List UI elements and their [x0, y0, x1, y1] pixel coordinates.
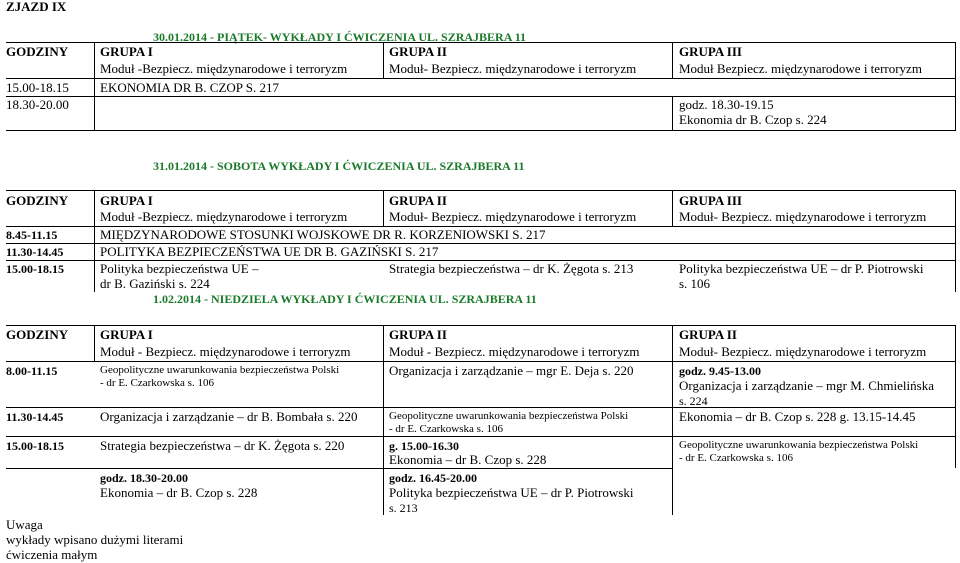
day2-col-line-2	[383, 190, 384, 226]
day2-r3-g2: Strategia bezpieczeństwa – dr K. Żęgota s. 213	[389, 261, 634, 276]
day3-r4-g1a: godz. 18.30-20.00	[100, 471, 188, 485]
day3-r3-g3b: - dr E. Czarkowska s. 106	[679, 452, 793, 464]
day1-head-g3-sub: Moduł Bezpiecz. międzynarodowe i terroryzm	[679, 61, 922, 76]
day1-head-g3: GRUPA III	[679, 44, 742, 59]
day2-top-line	[6, 190, 956, 191]
day3-r1-g1b: - dr E. Czarkowska s. 106	[100, 377, 214, 389]
day3-r2-time: 11.30-14.45	[6, 410, 64, 424]
day2-head-g3-sub: Moduł- Bezpiecz. międzynarodowe i terroryzm	[679, 209, 927, 224]
day3-r2-g2b: - dr E. Czarkowska s. 106	[389, 423, 503, 435]
day3-r1-g3b: Organizacja i zarządzanie – mgr M. Chmielińska	[679, 378, 934, 393]
day3-r1-g2: Organizacja i zarządzanie – mgr E. Deja s. 220	[389, 363, 634, 378]
day3-r4-g1b: Ekonomia – dr B. Czop s. 228	[100, 485, 258, 500]
day3-top-line	[6, 325, 956, 326]
day3-r3-g3a: Geopolityczne uwarunkowania bezpieczeństwa Polski	[679, 439, 919, 451]
day1-head-godziny: GODZINY	[6, 44, 69, 59]
day3-r2-line	[6, 436, 956, 437]
day1-col-line-2	[383, 42, 384, 78]
day1-head-g1-sub: Moduł -Bezpiecz. międzynarodowe i terroryzm	[100, 61, 348, 76]
day2-title: 31.01.2014 - SOBOTA WYKŁADY I ĆWICZENIA UL. SZRAJBERA 11	[153, 159, 525, 173]
day2-head-g1-sub: Moduł -Bezpiecz. międzynarodowe i terroryzm	[100, 209, 348, 224]
day2-r1-time: 8.45-11.15	[6, 228, 58, 242]
day3-col-line-1	[94, 325, 95, 361]
day3-head-g1: GRUPA I	[100, 327, 153, 342]
day1-col-line-end	[955, 42, 956, 130]
day2-head-g2-sub: Moduł- Bezpiecz. międzynarodowe i terroryzm	[389, 209, 637, 224]
note-line-1: wykłady wpisano dużymi literami	[6, 532, 184, 547]
day2-r3-g3a: Polityka bezpieczeństwa UE – dr P. Piotrowski	[679, 261, 924, 276]
day3-r1-g3a: godz. 9.45-13.00	[679, 364, 761, 378]
day2-r3-time: 15.00-18.15	[6, 262, 64, 276]
day3-head-g2-sub: Moduł - Bezpiecz. międzynarodowe i terroryzm	[389, 344, 640, 359]
day1-r2-g3a: godz. 18.30-19.15	[679, 97, 774, 112]
day3-r4-g2b: Polityka bezpieczeństwa UE – dr P. Piotrowski	[389, 485, 634, 500]
note-title: Uwaga	[6, 517, 43, 532]
note-line-2: ćwiczenia małym	[6, 547, 98, 562]
day2-head-g3: GRUPA III	[679, 193, 742, 208]
day1-r1-time: 15.00-18.15	[6, 80, 69, 95]
day1-r1-text: EKONOMIA DR B. CZOP S. 217	[100, 80, 280, 95]
day1-head-g1: GRUPA I	[100, 44, 153, 59]
day2-r3-g3b: s. 106	[679, 276, 711, 291]
day3-r3-g2b: Ekonomia – dr B. Czop s. 228	[389, 452, 547, 467]
day1-top-line	[6, 42, 956, 43]
day3-r1-line	[6, 407, 956, 408]
day2-head-godziny: GODZINY	[6, 193, 69, 208]
day3-head-g2: GRUPA II	[389, 327, 447, 342]
day3-r3-g1: Strategia bezpieczeństwa – dr K. Żęgota s. 220	[100, 438, 345, 453]
day3-col-line-3	[672, 325, 673, 515]
day2-r3-g1a: Polityka bezpieczeństwa UE –	[100, 261, 259, 276]
day3-head-g1-sub: Moduł - Bezpiecz. międzynarodowe i terroryzm	[100, 344, 351, 359]
day1-col-line-1	[94, 42, 95, 130]
day1-title: 30.01.2014 - PIĄTEK- WYKŁADY I ĆWICZENIA UL. SZRAJBERA 11	[153, 30, 527, 44]
day3-head-g3: GRUPA II	[679, 327, 737, 342]
day3-head-g3-sub: Moduł- Bezpiecz. międzynarodowe i terroryzm	[679, 344, 927, 359]
day3-r1-time: 8.00-11.15	[6, 364, 58, 378]
day2-col-line-3	[672, 190, 673, 226]
day1-r2-g3b: Ekonomia dr B. Czop s. 224	[679, 112, 827, 127]
day3-r1-g1a: Geopolityczne uwarunkowania bezpieczeństwa Polski	[100, 364, 340, 376]
day2-r1-text: MIĘDZYNARODOWE STOSUNKI WOJSKOWE DR R. KORZENIOWSKI S. 217	[100, 227, 546, 242]
day2-r2-text: POLITYKA BEZPIECZEŃSTWA UE DR B. GAZIŃSKI S. 217	[100, 244, 439, 259]
day3-r4-g2c: s. 213	[389, 501, 418, 515]
day1-r2-time: 18.30-20.00	[6, 97, 69, 112]
day3-r2-g2a: Geopolityczne uwarunkowania bezpieczeństwa Polski	[389, 410, 629, 422]
day3-col-line-end	[955, 325, 956, 468]
day1-head-g2-sub: Moduł- Bezpiecz. międzynarodowe i terroryzm	[389, 61, 637, 76]
zjazd-title: ZJAZD IX	[6, 0, 67, 14]
day1-col-line-4	[672, 96, 673, 130]
day3-r3-g2a: g. 15.00-16.30	[389, 439, 459, 453]
day2-head-g1: GRUPA I	[100, 193, 153, 208]
day3-r2-g1: Organizacja i zarządzanie – dr B. Bombała s. 220	[100, 409, 358, 424]
day1-head-line	[6, 78, 956, 79]
day3-r4-g2a: godz. 16.45-20.00	[389, 471, 477, 485]
day3-head-line	[6, 361, 956, 362]
day3-r3-line-b	[383, 468, 672, 469]
day3-r1-g3c: s. 224	[679, 394, 708, 408]
day3-title: 1.02.2014 - NIEDZIELA WYKŁADY I ĆWICZENIA UL. SZRAJBERA 11	[153, 292, 537, 306]
day2-r3-g1b: dr B. Gaziński s. 224	[100, 276, 210, 291]
day1-r1-line	[6, 96, 956, 97]
day2-head-g2: GRUPA II	[389, 193, 447, 208]
day2-col-line-end	[955, 190, 956, 292]
day3-r3-line-a	[6, 468, 383, 469]
day3-r2-g3: Ekonomia – dr B. Czop s. 228 g. 13.15-14.45	[679, 409, 916, 424]
day3-r3-time: 15.00-18.15	[6, 439, 64, 453]
day1-head-g2: GRUPA II	[389, 44, 447, 59]
day3-head-godziny: GODZINY	[6, 327, 69, 342]
day1-col-line-3	[672, 42, 673, 78]
day3-col-line-2	[383, 325, 384, 515]
day1-bottom-line	[6, 130, 956, 131]
day2-r2-time: 11.30-14.45	[6, 245, 64, 259]
day2-col-line-1	[94, 190, 95, 292]
